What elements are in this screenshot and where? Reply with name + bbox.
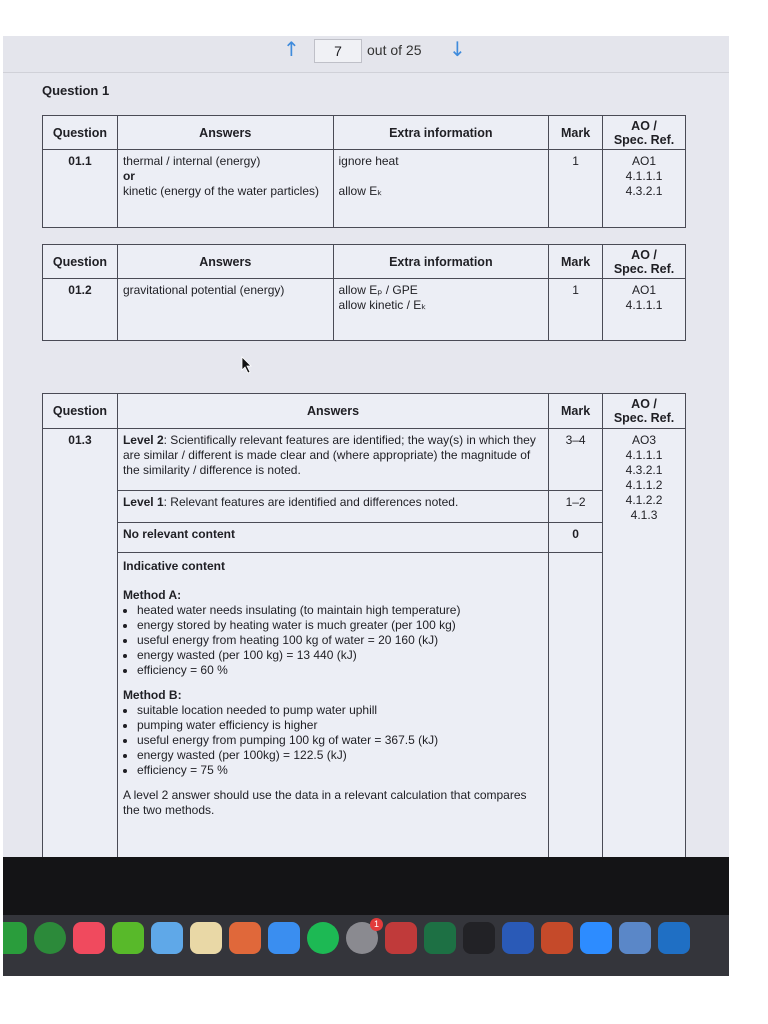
ao-ref: 4.1.3 — [630, 508, 658, 522]
ao-ref: 4.3.2.1 — [625, 184, 663, 198]
preview-icon[interactable] — [151, 922, 183, 954]
mark-scheme-table-01-3 — [42, 393, 686, 861]
header-ao-spec-ref: AO / Spec. Ref. — [603, 394, 686, 429]
question-heading: Question 1 — [42, 83, 110, 98]
header-question: Question — [43, 245, 118, 279]
indicative-heading: Indicative content — [122, 559, 225, 573]
ao-ref: 4.1.2.2 — [625, 493, 663, 507]
previous-page-arrow-icon[interactable]: ↑ — [283, 37, 300, 61]
header-question: Question — [43, 394, 118, 429]
outlook-icon[interactable] — [658, 922, 690, 954]
list-item: • suitable location needed to pump water uphill — [137, 703, 543, 718]
table-row — [43, 491, 686, 523]
final-note: A level 2 answer should use the data in a relevant calculation that compares the two methods. — [122, 788, 527, 817]
stocks-icon[interactable] — [463, 922, 495, 954]
question-number: 01.2 — [68, 283, 92, 297]
list-item: • useful energy from heating 100 kg of water = 20 160 (kJ) — [137, 633, 543, 648]
photo-booth-icon[interactable] — [385, 922, 417, 954]
header-answers: Answers — [117, 116, 333, 150]
list-item: • heated water needs insulating (to maintain high temperature) — [137, 603, 543, 618]
question-number: 01.1 — [68, 154, 92, 168]
header-extra-information: Extra information — [333, 245, 549, 279]
list-item: • useful energy from pumping 100 kg of water = 367.5 (kJ) — [137, 733, 543, 748]
ao-ref: 4.1.1.1 — [625, 169, 663, 183]
list-item: • energy wasted (per 100kg) = 122.5 (kJ) — [137, 748, 543, 763]
mouse-cursor-icon — [241, 356, 253, 374]
header-mark: Mark — [549, 394, 603, 429]
ao-cell — [603, 429, 685, 527]
app-store-icon[interactable] — [268, 922, 300, 954]
header-ao-spec-ref: AO / Spec. Ref. — [603, 116, 686, 150]
answer-line: thermal / internal (energy) — [122, 154, 261, 168]
indicative-content — [118, 553, 548, 822]
header-ao-spec-ref: AO / Spec. Ref. — [603, 245, 686, 279]
mark-value: 3–4 — [565, 433, 586, 447]
header-answers: Answers — [117, 245, 333, 279]
ao-cell — [603, 279, 685, 317]
level-2-descriptor: Level 2: Scientifically relevant features are identified; the way(s) in which they are similar / different is made clear and (where appropriate) the magnitude of the similarity / difference is noted. — [122, 433, 536, 477]
header-mark: Mark — [549, 116, 603, 150]
answer-or: or — [122, 169, 135, 183]
header-mark: Mark — [549, 245, 603, 279]
spotify-icon[interactable] — [307, 922, 339, 954]
screen — [3, 36, 729, 976]
table-header-row — [43, 394, 686, 429]
pages-icon[interactable] — [229, 922, 261, 954]
table-header-row — [43, 245, 686, 279]
list-item: • energy wasted (per 100 kg) = 13 440 (kJ) — [137, 648, 543, 663]
mark-value: 1–2 — [565, 495, 586, 509]
extra-info-line: allow Eₖ — [338, 184, 383, 198]
notes-icon[interactable] — [190, 922, 222, 954]
music-icon[interactable] — [73, 922, 105, 954]
pdf-toolbar — [3, 36, 729, 73]
level-1-descriptor: Level 1: Relevant features are identified and differences noted. — [122, 495, 459, 509]
list-item: • efficiency = 75 % — [137, 763, 543, 778]
list-item: • energy stored by heating water is much greater (per 100 kg) — [137, 618, 543, 633]
notification-badge: 1 — [370, 918, 383, 931]
question-number: 01.3 — [68, 433, 92, 447]
ao-cell — [603, 150, 685, 203]
method-b-list — [123, 703, 543, 778]
next-page-arrow-icon[interactable]: ↓ — [449, 37, 466, 61]
table-row — [43, 523, 686, 553]
ao-ref: 4.3.2.1 — [625, 463, 663, 477]
dock — [3, 915, 729, 976]
ao-ref: AO1 — [632, 154, 657, 168]
numbers-icon[interactable] — [3, 922, 27, 954]
mark-value: 0 — [572, 527, 579, 541]
method-a-list — [123, 603, 543, 678]
table-row — [43, 150, 686, 228]
duolingo-icon[interactable] — [112, 922, 144, 954]
ao-ref: 4.1.1.1 — [625, 448, 663, 462]
extra-info-line: allow kinetic / Eₖ — [338, 298, 427, 312]
zoom-icon[interactable] — [580, 922, 612, 954]
answer-cell: gravitational potential (energy) — [122, 283, 285, 297]
ao-ref: 4.1.1.2 — [625, 478, 663, 492]
ao-ref: AO3 — [632, 433, 657, 447]
mark-value: 1 — [572, 154, 579, 168]
header-question: Question — [43, 116, 118, 150]
table-header-row — [43, 116, 686, 150]
page-total-label: out of 25 — [367, 42, 422, 58]
mark-value: 1 — [572, 283, 579, 297]
table-row — [43, 279, 686, 341]
ao-ref: AO1 — [632, 283, 657, 297]
extra-info-cell — [334, 150, 549, 203]
extra-info-cell — [334, 279, 549, 317]
table-row — [43, 429, 686, 491]
extra-info-line: ignore heat — [338, 154, 399, 168]
answer-line: kinetic (energy of the water particles) — [122, 184, 320, 198]
activity-ring-icon[interactable] — [34, 922, 66, 954]
no-relevant-content: No relevant content — [122, 527, 235, 541]
ao-ref: 4.1.1.1 — [625, 298, 663, 312]
word-icon[interactable] — [502, 922, 534, 954]
method-a-heading: Method A: — [122, 588, 182, 602]
mark-scheme-table-01-1 — [42, 115, 686, 228]
powerpoint-icon[interactable] — [541, 922, 573, 954]
table-row — [43, 553, 686, 861]
answer-cell — [118, 150, 333, 203]
extra-info-line: allow Eₚ / GPE — [338, 283, 418, 297]
header-extra-information: Extra information — [333, 116, 549, 150]
window-bottom-bar — [3, 857, 729, 915]
list-item: • pumping water efficiency is higher — [137, 718, 543, 733]
page-number-input[interactable]: 7 — [314, 39, 362, 63]
keychain-icon[interactable] — [619, 922, 651, 954]
method-b-heading: Method B: — [122, 688, 182, 702]
list-item: • efficiency = 60 % — [137, 663, 543, 678]
document-page — [3, 73, 729, 857]
mark-scheme-table-01-2 — [42, 244, 686, 341]
excel-icon[interactable] — [424, 922, 456, 954]
header-answers: Answers — [117, 394, 548, 429]
